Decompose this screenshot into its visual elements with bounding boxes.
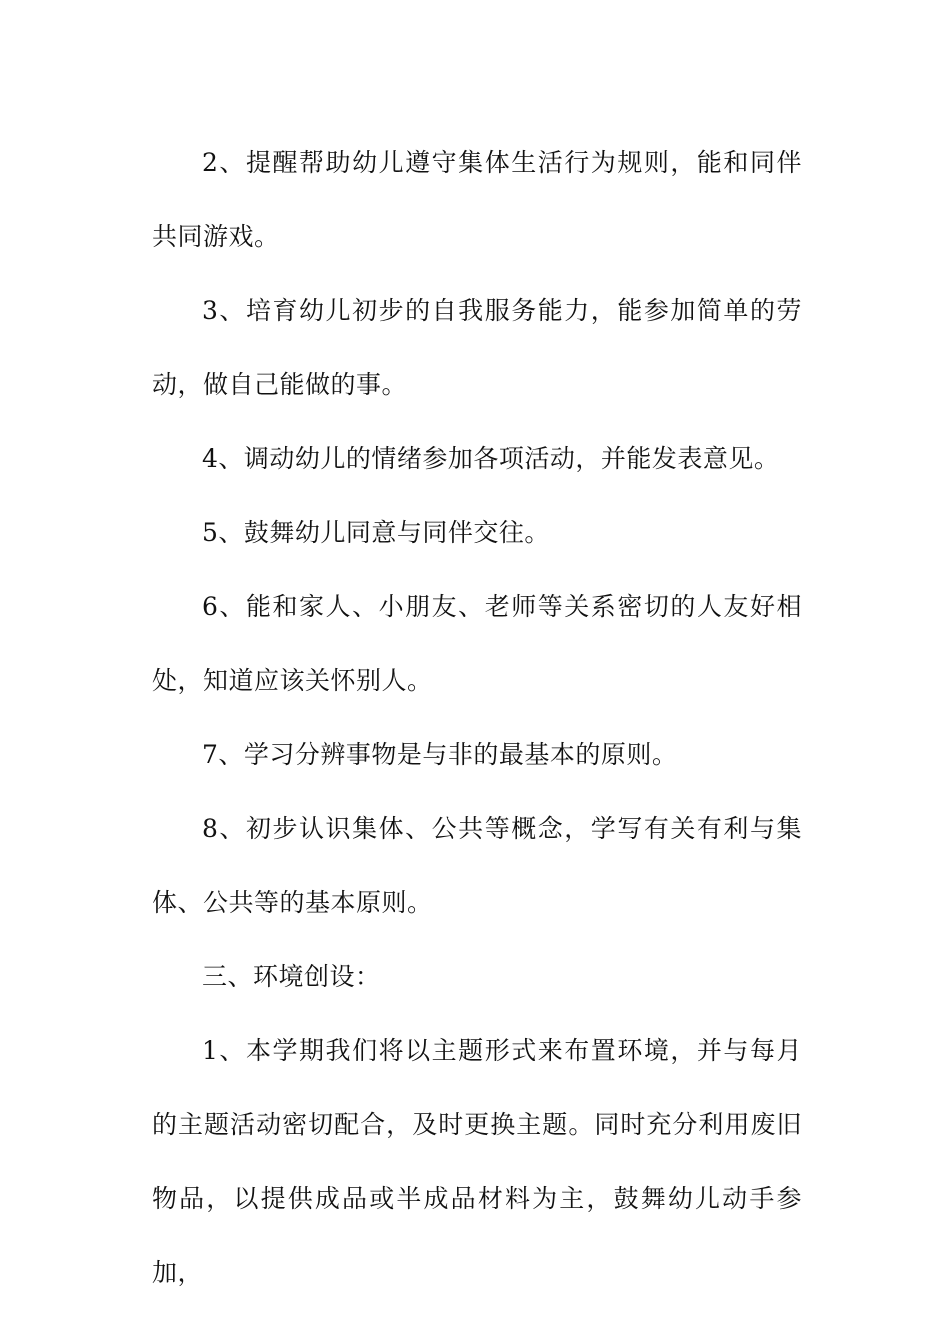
paragraph-environment-1: 1、本学期我们将以主题形式来布置环境，并与每月的主题活动密切配合，及时更换主题。同时充分利用废旧物品，以提供成品或半成品材料为主，鼓舞幼儿动手参加， [152,1036,802,1287]
paragraph-item-6: 6、能和家人、小朋友、老师等关系密切的人友好相处，知道应该关怀别人。 [152,592,802,695]
document-body [152,126,802,1310]
paragraph-item-5: 5、鼓舞幼儿同意与同伴交往。 [202,518,550,547]
section-heading-environment: 三、环境创设： [202,962,381,991]
paragraph-item-8: 8、初步认识集体、公共等概念，学写有关有利与集体、公共等的基本原则。 [152,814,802,917]
paragraph-item-2: 2、提醒帮助幼儿遵守集体生活行为规则，能和同伴共同游戏。 [152,148,802,251]
paragraph-item-3: 3、培育幼儿初步的自我服务能力，能参加简单的劳动，做自己能做的事。 [152,296,802,399]
paragraph-item-7: 7、学习分辨事物是与非的最基本的原则。 [202,740,678,769]
paragraph-item-4: 4、调动幼儿的情绪参加各项活动，并能发表意见。 [202,444,780,473]
